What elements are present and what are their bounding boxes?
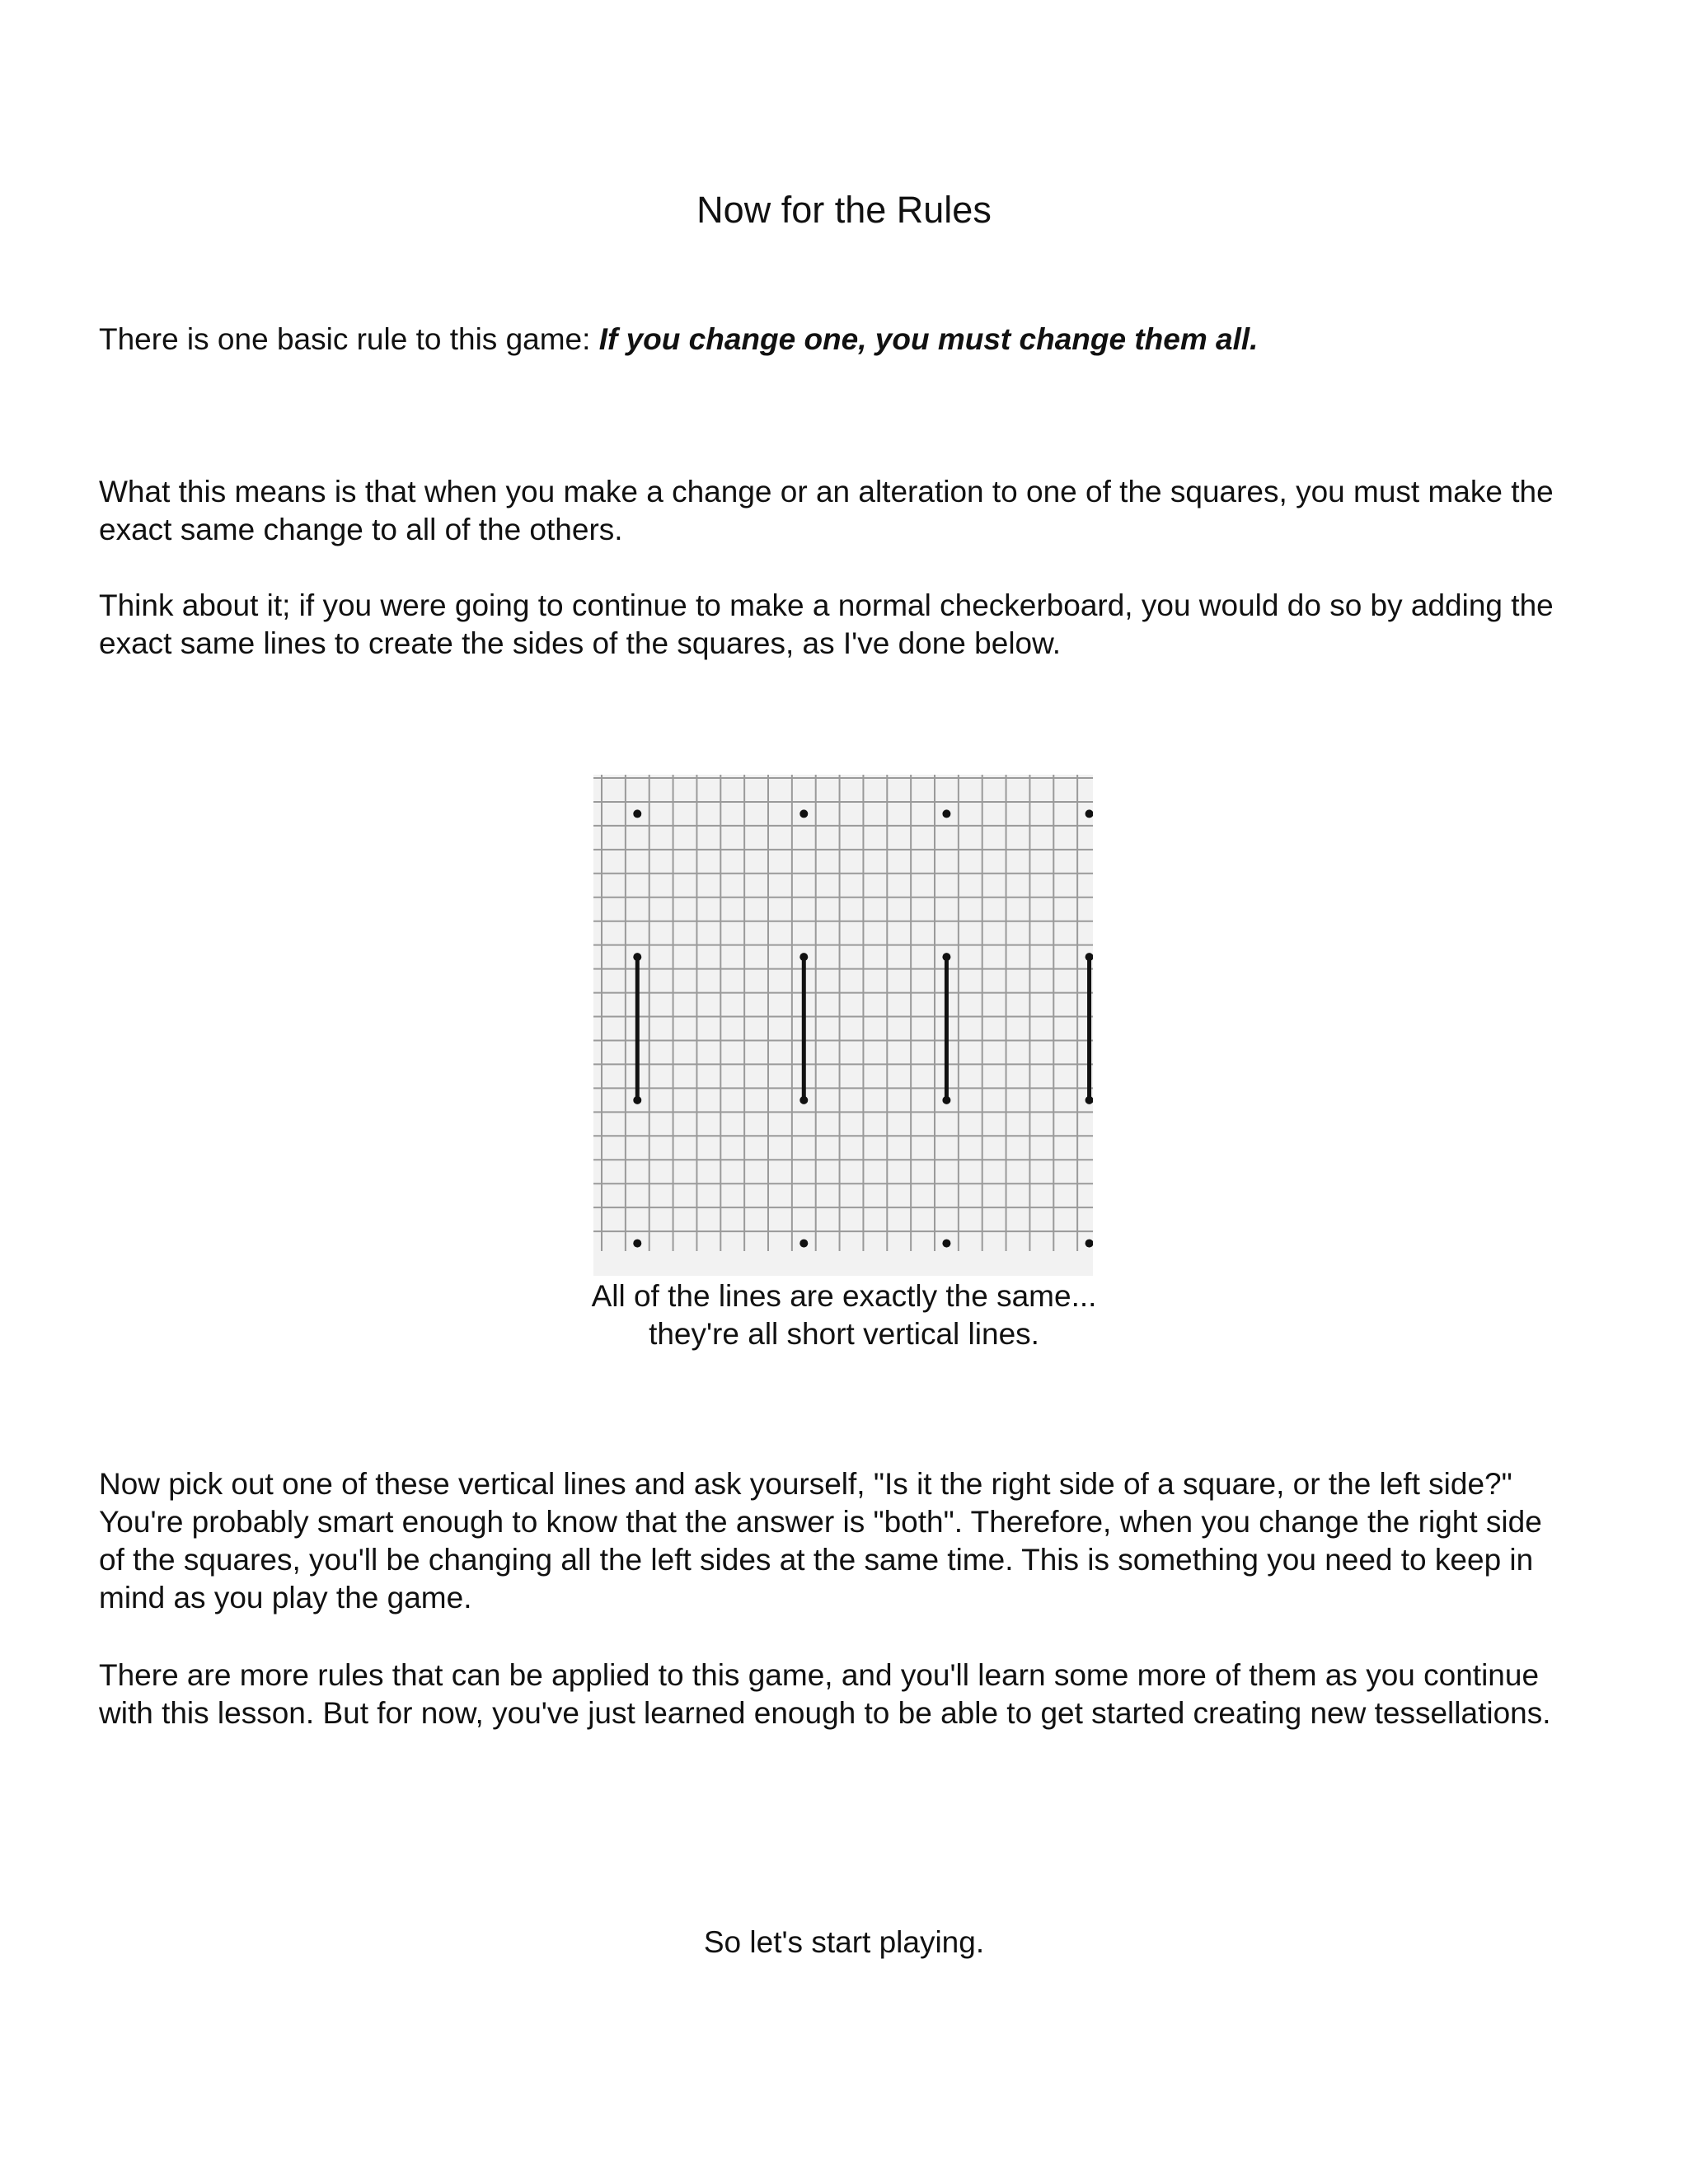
figure-caption-line-2: they're all short vertical lines. bbox=[649, 1317, 1039, 1351]
grid-dot bbox=[942, 809, 950, 818]
grid-dot bbox=[799, 809, 808, 818]
paragraph-right-left-side: Now pick out one of these vertical lines and ask yourself, "Is it the right side of a square, or the left side?" You're probably smart enough to know that the answer is "both". Therefore, when you change the right side of the squares, you'll be changing all the left sides at the same time. This is something you need to keep in mind as you play the game. bbox=[99, 1467, 1542, 1615]
grid-dot bbox=[799, 953, 808, 961]
basic-rule-paragraph bbox=[99, 321, 1574, 359]
grid-dot bbox=[799, 1240, 808, 1248]
paragraph-more-rules: There are more rules that can be applied to this game, and you'll learn some more of them as you continue with this lesson. But for now, you've just learned enough to be able to get started creating new tessellations. bbox=[99, 1658, 1551, 1730]
rule-intro: There is one basic rule to this game: bbox=[99, 322, 599, 356]
figure-caption-line-1: All of the lines are exactly the same... bbox=[591, 1279, 1097, 1313]
grid-dot bbox=[633, 1240, 641, 1248]
page-title: Now for the Rules bbox=[696, 189, 992, 231]
paragraph-checkerboard: Think about it; if you were going to continue to make a normal checkerboard, you would do so by adding the exact same lines to create the sides of the squares, as I've done below. bbox=[99, 588, 1554, 660]
grid-dot bbox=[799, 1096, 808, 1104]
grid-dot bbox=[942, 1096, 950, 1104]
rule-emphasis: If you change one, you must change them all. bbox=[598, 322, 1259, 356]
grid-dot bbox=[633, 953, 641, 961]
paragraph-meaning: What this means is that when you make a change or an alteration to one of the squares, you must make the exact same change to all of the others. bbox=[99, 475, 1554, 546]
graph-paper-figure bbox=[593, 775, 1093, 1276]
grid-dot bbox=[942, 953, 950, 961]
grid-dot bbox=[633, 809, 641, 818]
closing-line: So let's start playing. bbox=[703, 1925, 985, 1959]
grid-dot bbox=[942, 1240, 950, 1248]
grid-dot bbox=[633, 1096, 641, 1104]
graph-paper-image bbox=[593, 775, 1093, 1276]
